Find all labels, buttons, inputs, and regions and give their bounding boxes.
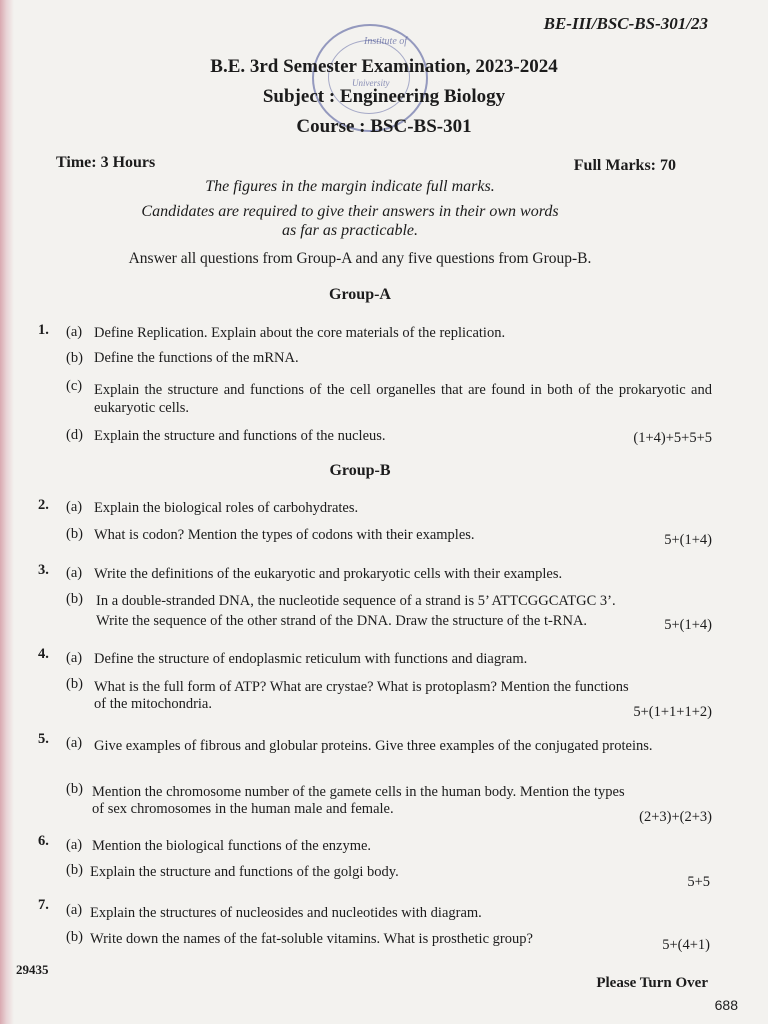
q4-marks: 5+(1+1+1+2) (633, 704, 712, 720)
q1-marks: (1+4)+5+5+5 (633, 430, 712, 446)
page-number: 688 (714, 997, 738, 1013)
q4a-text: Define the structure of endoplasmic reticulum with functions and diagram. (94, 651, 528, 667)
q3b-label: (b) (66, 591, 83, 607)
q3b-text-line2: Write the sequence of the other strand of the DNA. Draw the structure of the t-RNA. (96, 613, 588, 629)
q2b-label: (b) (66, 526, 83, 542)
q1c-label: (c) (66, 378, 83, 394)
paper-code: BE-III/BSC-BS-301/23 (543, 14, 708, 33)
question-4-number: 4. (38, 646, 49, 662)
q5b-text-line1: Mention the chromosome number of the gamete cells in the human body. Mention the types (92, 784, 625, 800)
question-1-number: 1. (38, 322, 49, 338)
question-7-number: 7. (38, 897, 49, 913)
q2-marks: 5+(1+4) (664, 532, 712, 548)
group-b-title: Group-B (329, 462, 391, 479)
instruction-own-words: Candidates are required to give their answers in their own words (141, 203, 559, 220)
q1c-text: Explain the structure and functions of the cell organelles that are found in both of the prokaryotic and eukaryotic cells. (94, 382, 712, 416)
page-edge-shadow (0, 0, 14, 1024)
q3-marks: 5+(1+4) (664, 617, 712, 633)
q7-marks: 5+(4+1) (662, 937, 710, 953)
q5a-label: (a) (66, 735, 83, 751)
q4b-label: (b) (66, 676, 83, 692)
question-3-number: 3. (38, 562, 49, 578)
stamp-text-mid: University (352, 78, 390, 88)
subject-title: Subject : Engineering Biology (262, 86, 506, 107)
q1a-text: Define Replication. Explain about the core materials of the replication. (94, 325, 506, 341)
q7b-text: Write down the names of the fat-soluble vitamins. What is prosthetic group? (90, 931, 533, 947)
instruction-practicable: as far as practicable. (282, 222, 418, 239)
question-2-number: 2. (38, 497, 49, 513)
q6-marks: 5+5 (687, 874, 710, 890)
group-a-title: Group-A (329, 286, 391, 303)
exam-title: B.E. 3rd Semester Examination, 2023-2024 (210, 56, 558, 77)
q5b-text-line2: of sex chromosomes in the human male and female. (92, 801, 394, 817)
q3a-text: Write the definitions of the eukaryotic and prokaryotic cells with their examples. (94, 566, 563, 582)
q6a-label: (a) (66, 837, 83, 853)
q1d-text: Explain the structure and functions of the nucleus. (94, 428, 386, 444)
q2a-label: (a) (66, 499, 83, 515)
q7a-label: (a) (66, 902, 83, 918)
q4b-text-line1: What is the full form of ATP? What are crystae? What is protoplasm? Mention the functions (94, 679, 629, 695)
q4a-label: (a) (66, 650, 83, 666)
question-6-number: 6. (38, 833, 49, 849)
course-title: Course : BSC-BS-301 (296, 116, 472, 137)
footer-code: 29435 (16, 962, 49, 977)
q6a-text: Mention the biological functions of the enzyme. (92, 838, 372, 854)
q5b-label: (b) (66, 781, 83, 797)
full-marks: Full Marks: 70 (573, 157, 676, 174)
q6b-label: (b) (66, 862, 83, 878)
q1b-label: (b) (66, 350, 83, 366)
q4b-text-line2: of the mitochondria. (94, 696, 212, 712)
stamp-text-top: Institute of (364, 36, 408, 47)
instruction-answer: Answer all questions from Group-A and any five questions from Group-B. (128, 250, 592, 267)
question-5-number: 5. (38, 731, 49, 747)
q5-marks: (2+3)+(2+3) (639, 809, 712, 825)
q2b-text: What is codon? Mention the types of codons with their examples. (94, 527, 475, 543)
q1b-text: Define the functions of the mRNA. (94, 350, 299, 366)
q3a-label: (a) (66, 565, 83, 581)
q7b-label: (b) (66, 929, 83, 945)
q1a-label: (a) (66, 324, 83, 340)
q5a-text: Give examples of fibrous and globular proteins. Give three examples of the conjugated proteins. (94, 738, 653, 754)
q3b-text-line1: In a double-stranded DNA, the nucleotide sequence of a strand is 5’ ATTCGGCATGC 3’. (96, 593, 616, 609)
q7a-text: Explain the structures of nucleosides and nucleotides with diagram. (90, 905, 482, 921)
please-turn-over: Please Turn Over (596, 975, 708, 991)
q2a-text: Explain the biological roles of carbohydrates. (94, 500, 359, 516)
q1d-label: (d) (66, 427, 83, 443)
time-allowed: Time: 3 Hours (56, 154, 156, 171)
q6b-text: Explain the structure and functions of the golgi body. (90, 864, 399, 880)
instruction-margin: The figures in the margin indicate full marks. (205, 178, 495, 195)
